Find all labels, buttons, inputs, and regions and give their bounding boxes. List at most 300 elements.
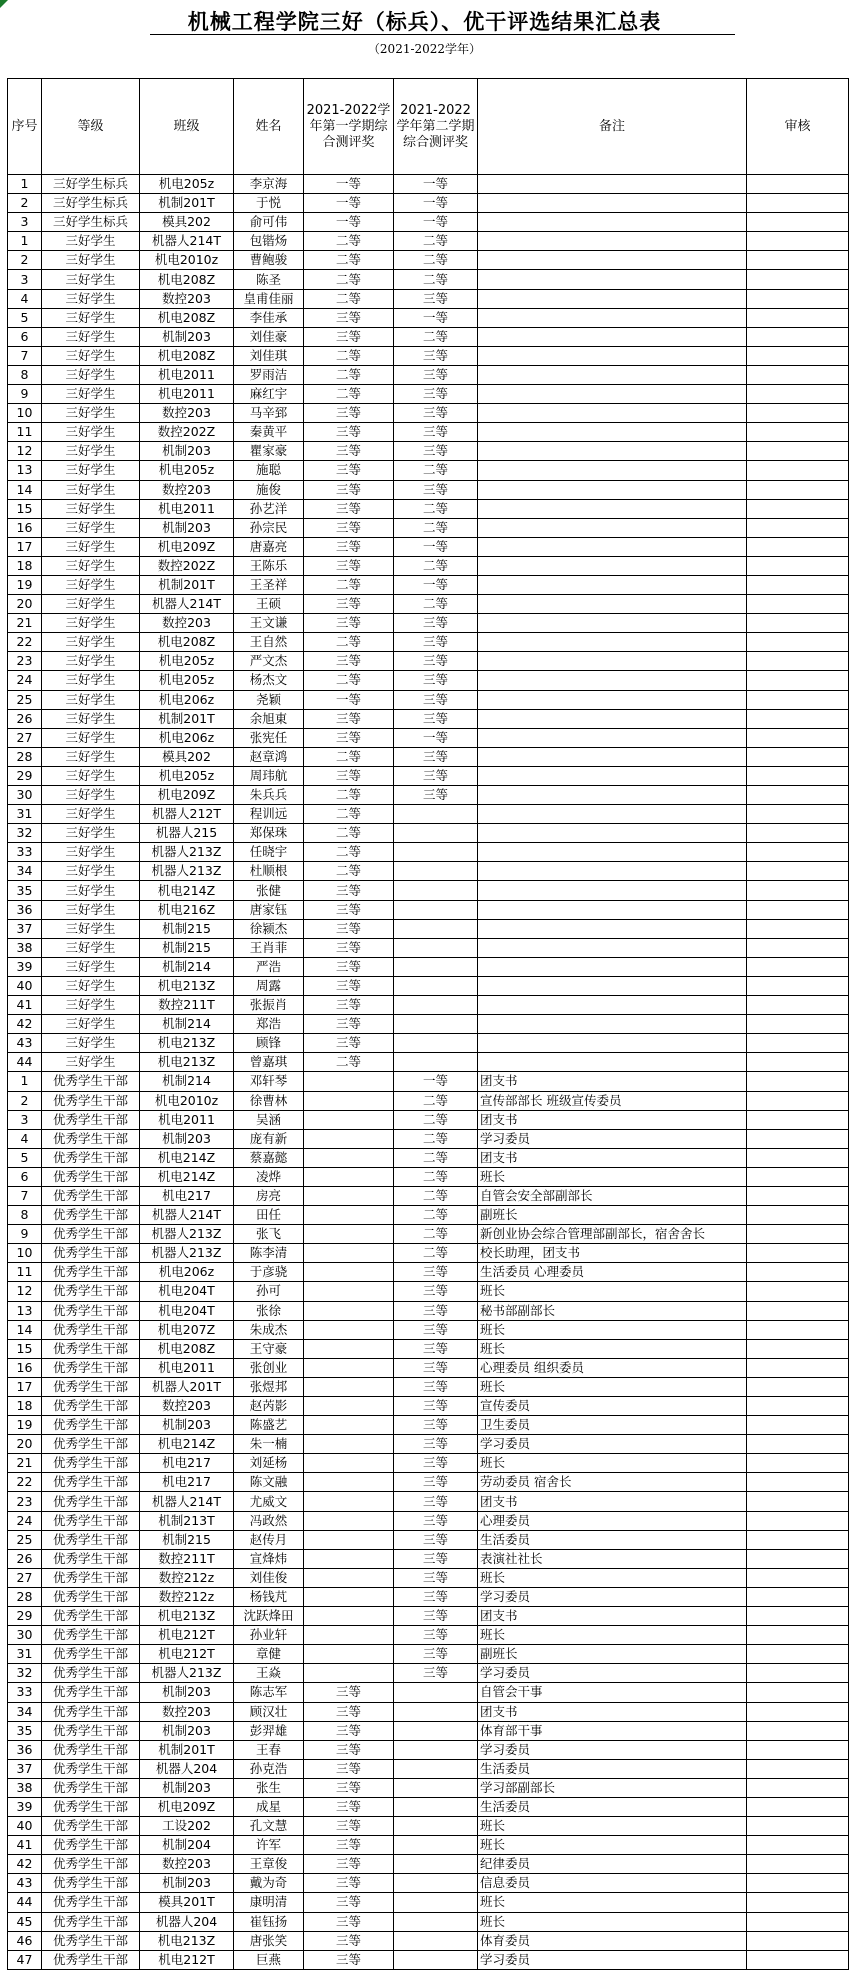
cell-term2-award[interactable] — [394, 1817, 478, 1836]
cell-review[interactable] — [747, 289, 849, 308]
cell-term2-award[interactable]: 二等 — [394, 1244, 478, 1263]
cell-term2-award[interactable]: 三等 — [394, 1492, 478, 1511]
cell-remarks[interactable]: 学习部副部长 — [478, 1778, 747, 1797]
cell-remarks[interactable] — [478, 1053, 747, 1072]
cell-remarks[interactable] — [478, 442, 747, 461]
cell-level[interactable]: 三好学生 — [42, 556, 140, 575]
cell-term1-award[interactable] — [304, 1301, 394, 1320]
cell-review[interactable] — [747, 652, 849, 671]
cell-index[interactable]: 18 — [8, 556, 42, 575]
cell-name[interactable]: 王自然 — [234, 633, 304, 652]
cell-level[interactable]: 优秀学生干部 — [42, 1874, 140, 1893]
cell-name[interactable]: 任晓宇 — [234, 843, 304, 862]
cell-name[interactable]: 康明清 — [234, 1893, 304, 1912]
cell-class[interactable]: 机电209Z — [140, 1797, 234, 1816]
cell-term1-award[interactable]: 三等 — [304, 900, 394, 919]
cell-review[interactable] — [747, 251, 849, 270]
cell-class[interactable]: 机电209Z — [140, 537, 234, 556]
cell-level[interactable]: 优秀学生干部 — [42, 1702, 140, 1721]
cell-name[interactable]: 陈圣 — [234, 270, 304, 289]
cell-class[interactable]: 机制214 — [140, 1015, 234, 1034]
cell-level[interactable]: 三好学生 — [42, 996, 140, 1015]
cell-class[interactable]: 机电208Z — [140, 308, 234, 327]
cell-remarks[interactable]: 学习委员 — [478, 1664, 747, 1683]
cell-name[interactable]: 房亮 — [234, 1186, 304, 1205]
cell-term1-award[interactable]: 二等 — [304, 843, 394, 862]
cell-review[interactable] — [747, 1167, 849, 1186]
cell-review[interactable] — [747, 1912, 849, 1931]
cell-level[interactable]: 优秀学生干部 — [42, 1416, 140, 1435]
cell-remarks[interactable]: 表演社社长 — [478, 1549, 747, 1568]
cell-level[interactable]: 优秀学生干部 — [42, 1206, 140, 1225]
cell-class[interactable]: 机电208Z — [140, 633, 234, 652]
cell-term2-award[interactable] — [394, 1797, 478, 1816]
cell-term2-award[interactable] — [394, 1721, 478, 1740]
cell-level[interactable]: 三好学生 — [42, 423, 140, 442]
cell-level[interactable]: 优秀学生干部 — [42, 1893, 140, 1912]
cell-remarks[interactable]: 班长 — [478, 1836, 747, 1855]
cell-class[interactable]: 数控211T — [140, 1549, 234, 1568]
cell-review[interactable] — [747, 1778, 849, 1797]
cell-term1-award[interactable]: 三等 — [304, 537, 394, 556]
cell-index[interactable]: 37 — [8, 919, 42, 938]
cell-level[interactable]: 三好学生 — [42, 843, 140, 862]
cell-class[interactable]: 机电214Z — [140, 1167, 234, 1186]
cell-index[interactable]: 9 — [8, 385, 42, 404]
cell-remarks[interactable]: 团支书 — [478, 1492, 747, 1511]
cell-index[interactable]: 35 — [8, 881, 42, 900]
cell-name[interactable]: 王守豪 — [234, 1339, 304, 1358]
cell-term2-award[interactable]: 三等 — [394, 365, 478, 384]
cell-review[interactable] — [747, 1721, 849, 1740]
cell-term2-award[interactable]: 三等 — [394, 480, 478, 499]
cell-term2-award[interactable]: 三等 — [394, 1626, 478, 1645]
cell-index[interactable]: 37 — [8, 1759, 42, 1778]
cell-remarks[interactable]: 班长 — [478, 1817, 747, 1836]
cell-index[interactable]: 32 — [8, 824, 42, 843]
cell-review[interactable] — [747, 346, 849, 365]
cell-review[interactable] — [747, 1148, 849, 1167]
cell-term1-award[interactable] — [304, 1110, 394, 1129]
cell-term1-award[interactable]: 二等 — [304, 1053, 394, 1072]
cell-term1-award[interactable]: 三等 — [304, 556, 394, 575]
cell-level[interactable]: 三好学生 — [42, 900, 140, 919]
cell-term1-award[interactable]: 三等 — [304, 308, 394, 327]
cell-term2-award[interactable]: 三等 — [394, 747, 478, 766]
cell-term1-award[interactable]: 二等 — [304, 251, 394, 270]
cell-name[interactable]: 杨杰文 — [234, 671, 304, 690]
header-level[interactable]: 等级 — [42, 79, 140, 175]
cell-level[interactable]: 三好学生 — [42, 652, 140, 671]
cell-remarks[interactable]: 体育部干事 — [478, 1721, 747, 1740]
cell-remarks[interactable] — [478, 175, 747, 194]
cell-name[interactable]: 杜顺根 — [234, 862, 304, 881]
cell-remarks[interactable] — [478, 633, 747, 652]
cell-class[interactable]: 机电208Z — [140, 1339, 234, 1358]
cell-term2-award[interactable]: 三等 — [394, 671, 478, 690]
cell-remarks[interactable]: 卫生委员 — [478, 1416, 747, 1435]
cell-name[interactable]: 章健 — [234, 1645, 304, 1664]
cell-level[interactable]: 三好学生 — [42, 881, 140, 900]
cell-class[interactable]: 数控203 — [140, 404, 234, 423]
cell-remarks[interactable]: 班长 — [478, 1282, 747, 1301]
cell-remarks[interactable] — [478, 747, 747, 766]
cell-review[interactable] — [747, 595, 849, 614]
cell-level[interactable]: 三好学生 — [42, 957, 140, 976]
cell-review[interactable] — [747, 786, 849, 805]
cell-term1-award[interactable] — [304, 1607, 394, 1626]
cell-class[interactable]: 数控212z — [140, 1587, 234, 1606]
cell-index[interactable]: 31 — [8, 1645, 42, 1664]
cell-review[interactable] — [747, 1587, 849, 1606]
cell-remarks[interactable]: 团支书 — [478, 1072, 747, 1091]
cell-class[interactable]: 机制201T — [140, 194, 234, 213]
cell-review[interactable] — [747, 1053, 849, 1072]
cell-class[interactable]: 机制213T — [140, 1511, 234, 1530]
cell-index[interactable]: 39 — [8, 1797, 42, 1816]
cell-review[interactable] — [747, 976, 849, 995]
cell-remarks[interactable]: 班长 — [478, 1320, 747, 1339]
cell-class[interactable]: 数控202Z — [140, 423, 234, 442]
cell-name[interactable]: 严浩 — [234, 957, 304, 976]
cell-term2-award[interactable] — [394, 862, 478, 881]
cell-term1-award[interactable]: 三等 — [304, 652, 394, 671]
cell-remarks[interactable] — [478, 690, 747, 709]
header-term2-award[interactable]: 2021-2022学年第二学期综合测评奖 — [394, 79, 478, 175]
cell-index[interactable]: 2 — [8, 1091, 42, 1110]
cell-level[interactable]: 优秀学生干部 — [42, 1664, 140, 1683]
cell-level[interactable]: 优秀学生干部 — [42, 1568, 140, 1587]
cell-term2-award[interactable] — [394, 1778, 478, 1797]
cell-term2-award[interactable]: 三等 — [394, 1416, 478, 1435]
cell-review[interactable] — [747, 900, 849, 919]
cell-term1-award[interactable]: 三等 — [304, 881, 394, 900]
cell-review[interactable] — [747, 1129, 849, 1148]
cell-remarks[interactable] — [478, 843, 747, 862]
cell-index[interactable]: 11 — [8, 1263, 42, 1282]
cell-review[interactable] — [747, 556, 849, 575]
cell-remarks[interactable]: 生活委员 — [478, 1530, 747, 1549]
cell-name[interactable]: 施俊 — [234, 480, 304, 499]
cell-level[interactable]: 优秀学生干部 — [42, 1645, 140, 1664]
cell-class[interactable]: 机电2010z — [140, 1091, 234, 1110]
cell-name[interactable]: 巨燕 — [234, 1950, 304, 1969]
cell-name[interactable]: 王圣祥 — [234, 575, 304, 594]
cell-remarks[interactable] — [478, 365, 747, 384]
cell-review[interactable] — [747, 881, 849, 900]
cell-name[interactable]: 赵传月 — [234, 1530, 304, 1549]
cell-level[interactable]: 优秀学生干部 — [42, 1339, 140, 1358]
cell-term2-award[interactable]: 一等 — [394, 575, 478, 594]
cell-level[interactable]: 三好学生 — [42, 575, 140, 594]
cell-review[interactable] — [747, 213, 849, 232]
cell-name[interactable]: 于悦 — [234, 194, 304, 213]
cell-term1-award[interactable]: 三等 — [304, 1855, 394, 1874]
cell-name[interactable]: 曾嘉琪 — [234, 1053, 304, 1072]
cell-class[interactable]: 机器人214T — [140, 1206, 234, 1225]
cell-term2-award[interactable] — [394, 919, 478, 938]
cell-name[interactable]: 张振肖 — [234, 996, 304, 1015]
cell-index[interactable]: 3 — [8, 270, 42, 289]
cell-level[interactable]: 三好学生 — [42, 805, 140, 824]
cell-index[interactable]: 45 — [8, 1912, 42, 1931]
cell-remarks[interactable] — [478, 213, 747, 232]
cell-class[interactable]: 机电205z — [140, 461, 234, 480]
cell-review[interactable] — [747, 843, 849, 862]
cell-name[interactable]: 赵芮影 — [234, 1397, 304, 1416]
cell-remarks[interactable]: 生活委员 心理委员 — [478, 1263, 747, 1282]
cell-class[interactable]: 机电206z — [140, 1263, 234, 1282]
cell-term1-award[interactable]: 三等 — [304, 1721, 394, 1740]
cell-review[interactable] — [747, 1072, 849, 1091]
cell-remarks[interactable] — [478, 1015, 747, 1034]
cell-class[interactable]: 机电2011 — [140, 1110, 234, 1129]
cell-remarks[interactable]: 团支书 — [478, 1702, 747, 1721]
cell-level[interactable]: 三好学生 — [42, 747, 140, 766]
cell-class[interactable]: 数控203 — [140, 1397, 234, 1416]
cell-class[interactable]: 机器人213Z — [140, 1225, 234, 1244]
cell-index[interactable]: 3 — [8, 1110, 42, 1129]
cell-index[interactable]: 23 — [8, 1492, 42, 1511]
cell-level[interactable]: 优秀学生干部 — [42, 1721, 140, 1740]
cell-term1-award[interactable] — [304, 1473, 394, 1492]
cell-class[interactable]: 机电208Z — [140, 270, 234, 289]
header-review[interactable]: 审核 — [747, 79, 849, 175]
cell-remarks[interactable] — [478, 556, 747, 575]
cell-level[interactable]: 三好学生标兵 — [42, 175, 140, 194]
cell-remarks[interactable]: 信息委员 — [478, 1874, 747, 1893]
cell-remarks[interactable]: 班长 — [478, 1568, 747, 1587]
cell-term2-award[interactable] — [394, 996, 478, 1015]
cell-level[interactable]: 优秀学生干部 — [42, 1091, 140, 1110]
cell-review[interactable] — [747, 423, 849, 442]
cell-index[interactable]: 42 — [8, 1855, 42, 1874]
cell-review[interactable] — [747, 1893, 849, 1912]
cell-term1-award[interactable] — [304, 1530, 394, 1549]
cell-name[interactable]: 张徐 — [234, 1301, 304, 1320]
cell-review[interactable] — [747, 824, 849, 843]
cell-index[interactable]: 34 — [8, 1702, 42, 1721]
cell-review[interactable] — [747, 633, 849, 652]
cell-name[interactable]: 孙业轩 — [234, 1626, 304, 1645]
cell-class[interactable]: 机制203 — [140, 442, 234, 461]
cell-term2-award[interactable]: 三等 — [394, 1301, 478, 1320]
cell-name[interactable]: 郑浩 — [234, 1015, 304, 1034]
cell-class[interactable]: 数控203 — [140, 614, 234, 633]
cell-index[interactable]: 20 — [8, 1435, 42, 1454]
cell-review[interactable] — [747, 1206, 849, 1225]
cell-review[interactable] — [747, 1759, 849, 1778]
cell-term2-award[interactable]: 三等 — [394, 423, 478, 442]
cell-class[interactable]: 数控203 — [140, 480, 234, 499]
cell-class[interactable]: 机制203 — [140, 327, 234, 346]
cell-term2-award[interactable]: 二等 — [394, 1167, 478, 1186]
cell-class[interactable]: 机器人214T — [140, 232, 234, 251]
cell-index[interactable]: 13 — [8, 461, 42, 480]
cell-name[interactable]: 孙艺洋 — [234, 499, 304, 518]
cell-class[interactable]: 模具202 — [140, 747, 234, 766]
cell-review[interactable] — [747, 1626, 849, 1645]
cell-remarks[interactable] — [478, 595, 747, 614]
cell-term2-award[interactable]: 三等 — [394, 1454, 478, 1473]
cell-class[interactable]: 机器人201T — [140, 1377, 234, 1396]
cell-name[interactable]: 凌烨 — [234, 1167, 304, 1186]
cell-remarks[interactable] — [478, 518, 747, 537]
cell-index[interactable]: 18 — [8, 1397, 42, 1416]
cell-term2-award[interactable]: 三等 — [394, 766, 478, 785]
cell-review[interactable] — [747, 1015, 849, 1034]
cell-class[interactable]: 工设202 — [140, 1817, 234, 1836]
cell-level[interactable]: 优秀学生干部 — [42, 1855, 140, 1874]
cell-review[interactable] — [747, 1034, 849, 1053]
cell-index[interactable]: 43 — [8, 1034, 42, 1053]
cell-term2-award[interactable]: 三等 — [394, 1358, 478, 1377]
cell-remarks[interactable]: 班长 — [478, 1377, 747, 1396]
cell-level[interactable]: 优秀学生干部 — [42, 1110, 140, 1129]
cell-remarks[interactable]: 班长 — [478, 1912, 747, 1931]
cell-class[interactable]: 机制203 — [140, 1721, 234, 1740]
cell-review[interactable] — [747, 1797, 849, 1816]
cell-remarks[interactable] — [478, 786, 747, 805]
cell-remarks[interactable] — [478, 423, 747, 442]
header-name[interactable]: 姓名 — [234, 79, 304, 175]
cell-remarks[interactable] — [478, 308, 747, 327]
cell-class[interactable]: 机电214Z — [140, 1435, 234, 1454]
cell-review[interactable] — [747, 1931, 849, 1950]
cell-level[interactable]: 优秀学生干部 — [42, 1282, 140, 1301]
cell-index[interactable]: 33 — [8, 1683, 42, 1702]
cell-class[interactable]: 机器人204 — [140, 1912, 234, 1931]
cell-review[interactable] — [747, 232, 849, 251]
cell-class[interactable]: 机电213Z — [140, 976, 234, 995]
cell-class[interactable]: 机电2011 — [140, 385, 234, 404]
cell-remarks[interactable]: 班长 — [478, 1454, 747, 1473]
cell-class[interactable]: 机制201T — [140, 575, 234, 594]
cell-class[interactable]: 机制203 — [140, 1129, 234, 1148]
cell-class[interactable]: 机电206z — [140, 690, 234, 709]
cell-term2-award[interactable] — [394, 1855, 478, 1874]
cell-index[interactable]: 10 — [8, 404, 42, 423]
cell-term2-award[interactable]: 二等 — [394, 1129, 478, 1148]
cell-name[interactable]: 孔文慧 — [234, 1817, 304, 1836]
cell-term1-award[interactable]: 三等 — [304, 461, 394, 480]
cell-name[interactable]: 刘延杨 — [234, 1454, 304, 1473]
cell-class[interactable]: 机制203 — [140, 1778, 234, 1797]
cell-review[interactable] — [747, 1645, 849, 1664]
cell-review[interactable] — [747, 1511, 849, 1530]
cell-remarks[interactable]: 学习委员 — [478, 1950, 747, 1969]
cell-term2-award[interactable]: 三等 — [394, 1587, 478, 1606]
cell-remarks[interactable] — [478, 404, 747, 423]
cell-term1-award[interactable]: 三等 — [304, 1778, 394, 1797]
cell-index[interactable]: 40 — [8, 1817, 42, 1836]
cell-term1-award[interactable] — [304, 1244, 394, 1263]
cell-remarks[interactable] — [478, 346, 747, 365]
cell-level[interactable]: 优秀学生干部 — [42, 1377, 140, 1396]
cell-level[interactable]: 三好学生 — [42, 289, 140, 308]
cell-term2-award[interactable]: 二等 — [394, 1206, 478, 1225]
cell-index[interactable]: 28 — [8, 747, 42, 766]
cell-class[interactable]: 机器人213Z — [140, 1664, 234, 1683]
cell-term2-award[interactable]: 二等 — [394, 270, 478, 289]
cell-index[interactable]: 21 — [8, 614, 42, 633]
cell-term1-award[interactable]: 三等 — [304, 766, 394, 785]
cell-term2-award[interactable] — [394, 1893, 478, 1912]
cell-name[interactable]: 宣烽炜 — [234, 1549, 304, 1568]
cell-remarks[interactable] — [478, 671, 747, 690]
cell-review[interactable] — [747, 499, 849, 518]
cell-review[interactable] — [747, 1950, 849, 1969]
cell-remarks[interactable]: 团支书 — [478, 1607, 747, 1626]
cell-index[interactable]: 8 — [8, 1206, 42, 1225]
cell-index[interactable]: 19 — [8, 575, 42, 594]
cell-index[interactable]: 11 — [8, 423, 42, 442]
cell-term1-award[interactable]: 三等 — [304, 404, 394, 423]
cell-remarks[interactable] — [478, 461, 747, 480]
cell-index[interactable]: 8 — [8, 365, 42, 384]
cell-level[interactable]: 优秀学生干部 — [42, 1759, 140, 1778]
cell-term2-award[interactable]: 一等 — [394, 1072, 478, 1091]
cell-review[interactable] — [747, 1435, 849, 1454]
cell-review[interactable] — [747, 862, 849, 881]
cell-remarks[interactable]: 团支书 — [478, 1110, 747, 1129]
cell-index[interactable]: 40 — [8, 976, 42, 995]
cell-name[interactable]: 张创业 — [234, 1358, 304, 1377]
cell-term1-award[interactable] — [304, 1339, 394, 1358]
cell-remarks[interactable] — [478, 614, 747, 633]
cell-term1-award[interactable] — [304, 1072, 394, 1091]
cell-name[interactable]: 吴涵 — [234, 1110, 304, 1129]
cell-name[interactable]: 许军 — [234, 1836, 304, 1855]
cell-review[interactable] — [747, 747, 849, 766]
cell-term1-award[interactable]: 三等 — [304, 518, 394, 537]
cell-name[interactable]: 王陈乐 — [234, 556, 304, 575]
cell-level[interactable]: 优秀学生干部 — [42, 1587, 140, 1606]
cell-term1-award[interactable] — [304, 1511, 394, 1530]
cell-term2-award[interactable]: 三等 — [394, 1473, 478, 1492]
cell-term2-award[interactable]: 二等 — [394, 1225, 478, 1244]
cell-name[interactable]: 孙克浩 — [234, 1759, 304, 1778]
cell-term1-award[interactable]: 三等 — [304, 1797, 394, 1816]
cell-term1-award[interactable]: 三等 — [304, 709, 394, 728]
cell-review[interactable] — [747, 1301, 849, 1320]
cell-level[interactable]: 三好学生 — [42, 824, 140, 843]
cell-name[interactable]: 徐曹林 — [234, 1091, 304, 1110]
cell-name[interactable]: 陈盛艺 — [234, 1416, 304, 1435]
cell-term2-award[interactable] — [394, 1034, 478, 1053]
cell-level[interactable]: 三好学生 — [42, 862, 140, 881]
cell-level[interactable]: 优秀学生干部 — [42, 1148, 140, 1167]
cell-remarks[interactable]: 团支书 — [478, 1148, 747, 1167]
cell-name[interactable]: 朱一楠 — [234, 1435, 304, 1454]
cell-name[interactable]: 尤威文 — [234, 1492, 304, 1511]
cell-review[interactable] — [747, 766, 849, 785]
cell-term2-award[interactable]: 三等 — [394, 1607, 478, 1626]
cell-review[interactable] — [747, 1568, 849, 1587]
cell-review[interactable] — [747, 1244, 849, 1263]
cell-review[interactable] — [747, 480, 849, 499]
cell-class[interactable]: 数控203 — [140, 1855, 234, 1874]
cell-name[interactable]: 包锴炀 — [234, 232, 304, 251]
cell-class[interactable]: 机电204T — [140, 1301, 234, 1320]
cell-term1-award[interactable]: 二等 — [304, 671, 394, 690]
cell-term2-award[interactable] — [394, 843, 478, 862]
cell-name[interactable]: 李京海 — [234, 175, 304, 194]
cell-class[interactable]: 机电217 — [140, 1473, 234, 1492]
cell-term2-award[interactable] — [394, 1836, 478, 1855]
cell-term1-award[interactable]: 三等 — [304, 1874, 394, 1893]
cell-class[interactable]: 机电212T — [140, 1645, 234, 1664]
